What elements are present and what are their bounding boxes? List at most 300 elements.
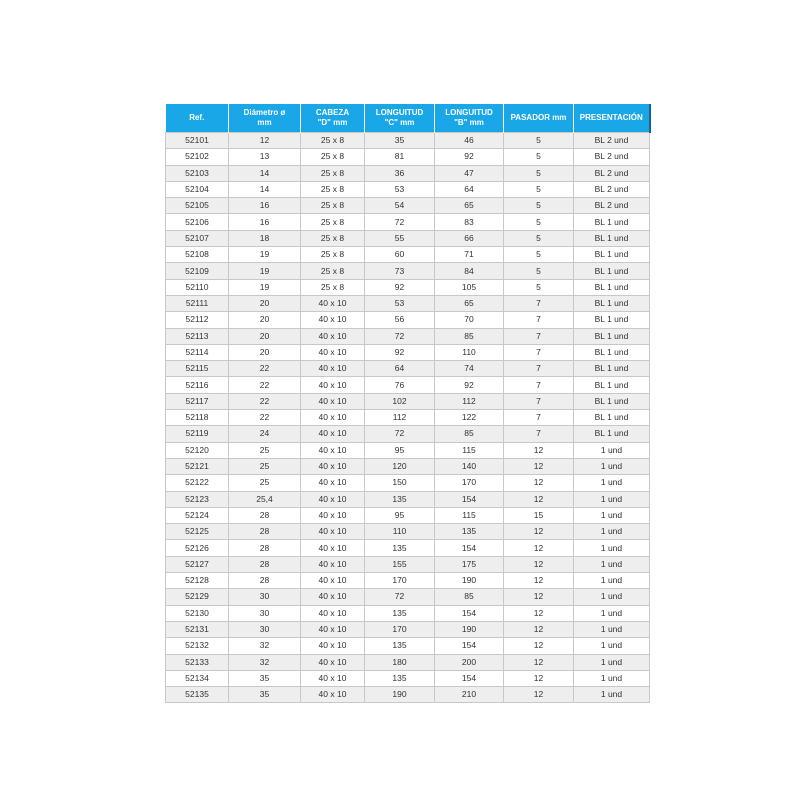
cell-longuitud-b: 115 <box>435 442 504 458</box>
cell-presentacion: 1 und <box>574 458 650 474</box>
header-longuitud-c-line2: "C" mm <box>384 118 415 127</box>
cell-diametro: 20 <box>229 312 301 328</box>
cell-pasador: 12 <box>504 442 574 458</box>
cell-ref: 52119 <box>166 426 229 442</box>
cell-diametro: 20 <box>229 328 301 344</box>
table-row <box>166 475 650 491</box>
cell-pasador: 12 <box>504 605 574 621</box>
cell-pasador: 12 <box>504 491 574 507</box>
cell-diametro: 14 <box>229 181 301 197</box>
header-pasador <box>504 104 574 133</box>
cell-cabeza: 40 x 10 <box>301 377 365 393</box>
cell-longuitud-b: 190 <box>435 573 504 589</box>
cell-cabeza: 40 x 10 <box>301 344 365 360</box>
header-presentacion <box>574 104 650 133</box>
cell-cabeza: 40 x 10 <box>301 654 365 670</box>
cell-longuitud-c: 81 <box>365 149 435 165</box>
cell-diametro: 13 <box>229 149 301 165</box>
cell-longuitud-c: 56 <box>365 312 435 328</box>
cell-ref: 52129 <box>166 589 229 605</box>
cell-pasador: 7 <box>504 426 574 442</box>
cell-pasador: 5 <box>504 214 574 230</box>
table-header <box>166 104 650 133</box>
cell-ref: 52125 <box>166 524 229 540</box>
cell-ref: 52116 <box>166 377 229 393</box>
cell-presentacion: 1 und <box>574 540 650 556</box>
table-row <box>166 621 650 637</box>
cell-ref: 52135 <box>166 687 229 703</box>
cell-longuitud-c: 170 <box>365 573 435 589</box>
cell-longuitud-c: 170 <box>365 621 435 637</box>
cell-longuitud-b: 46 <box>435 133 504 149</box>
cell-ref: 52107 <box>166 230 229 246</box>
cell-longuitud-c: 92 <box>365 279 435 295</box>
cell-cabeza: 40 x 10 <box>301 393 365 409</box>
cell-cabeza: 40 x 10 <box>301 556 365 572</box>
cell-longuitud-c: 110 <box>365 524 435 540</box>
cell-diametro: 28 <box>229 573 301 589</box>
header-longuitud-b <box>435 104 504 133</box>
header-presentacion-line1: PRESENTACIÓN <box>579 113 643 122</box>
cell-longuitud-b: 140 <box>435 458 504 474</box>
cell-longuitud-b: 175 <box>435 556 504 572</box>
cell-diametro: 22 <box>229 361 301 377</box>
cell-presentacion: 1 und <box>574 524 650 540</box>
cell-presentacion: BL 1 und <box>574 426 650 442</box>
cell-diametro: 35 <box>229 670 301 686</box>
cell-longuitud-b: 154 <box>435 670 504 686</box>
cell-pasador: 12 <box>504 654 574 670</box>
cell-longuitud-c: 135 <box>365 605 435 621</box>
table-row <box>166 442 650 458</box>
cell-presentacion: BL 2 und <box>574 149 650 165</box>
cell-ref: 52121 <box>166 458 229 474</box>
table-row <box>166 279 650 295</box>
cell-longuitud-b: 112 <box>435 393 504 409</box>
cell-pasador: 7 <box>504 410 574 426</box>
table-row <box>166 556 650 572</box>
cell-longuitud-c: 135 <box>365 540 435 556</box>
cell-diametro: 28 <box>229 507 301 523</box>
cell-diametro: 24 <box>229 426 301 442</box>
cell-longuitud-b: 85 <box>435 589 504 605</box>
cell-longuitud-b: 71 <box>435 247 504 263</box>
table-row <box>166 312 650 328</box>
cell-ref: 52102 <box>166 149 229 165</box>
cell-cabeza: 25 x 8 <box>301 247 365 263</box>
cell-longuitud-b: 64 <box>435 181 504 197</box>
table-row <box>166 410 650 426</box>
table-row <box>166 670 650 686</box>
cell-diametro: 22 <box>229 377 301 393</box>
cell-cabeza: 40 x 10 <box>301 328 365 344</box>
cell-diametro: 28 <box>229 540 301 556</box>
cell-pasador: 12 <box>504 524 574 540</box>
cell-presentacion: BL 1 und <box>574 247 650 263</box>
table-body <box>166 133 650 703</box>
table-row <box>166 638 650 654</box>
cell-ref: 52128 <box>166 573 229 589</box>
table-row <box>166 328 650 344</box>
table-row <box>166 507 650 523</box>
cell-presentacion: BL 2 und <box>574 165 650 181</box>
cell-pasador: 12 <box>504 687 574 703</box>
cell-presentacion: 1 und <box>574 442 650 458</box>
cell-cabeza: 40 x 10 <box>301 589 365 605</box>
cell-pasador: 12 <box>504 638 574 654</box>
cell-longuitud-b: 154 <box>435 540 504 556</box>
cell-ref: 52131 <box>166 621 229 637</box>
cell-longuitud-b: 122 <box>435 410 504 426</box>
cell-presentacion: 1 und <box>574 621 650 637</box>
cell-diametro: 25 <box>229 458 301 474</box>
cell-longuitud-b: 135 <box>435 524 504 540</box>
cell-pasador: 5 <box>504 247 574 263</box>
cell-longuitud-b: 200 <box>435 654 504 670</box>
table-row <box>166 573 650 589</box>
cell-diametro: 28 <box>229 556 301 572</box>
table-row <box>166 295 650 311</box>
cell-presentacion: BL 1 und <box>574 214 650 230</box>
cell-longuitud-c: 135 <box>365 638 435 654</box>
cell-cabeza: 40 x 10 <box>301 458 365 474</box>
cell-diametro: 25 <box>229 475 301 491</box>
cell-presentacion: 1 und <box>574 589 650 605</box>
cell-ref: 52126 <box>166 540 229 556</box>
cell-diametro: 16 <box>229 214 301 230</box>
cell-ref: 52134 <box>166 670 229 686</box>
cell-presentacion: BL 2 und <box>574 198 650 214</box>
cell-presentacion: BL 2 und <box>574 133 650 149</box>
cell-presentacion: 1 und <box>574 573 650 589</box>
cell-pasador: 12 <box>504 475 574 491</box>
cell-ref: 52101 <box>166 133 229 149</box>
cell-longuitud-c: 35 <box>365 133 435 149</box>
cell-cabeza: 25 x 8 <box>301 165 365 181</box>
cell-ref: 52104 <box>166 181 229 197</box>
cell-longuitud-b: 83 <box>435 214 504 230</box>
cell-diametro: 19 <box>229 247 301 263</box>
header-cabeza-line1: CABEZA <box>315 108 350 117</box>
cell-longuitud-c: 72 <box>365 426 435 442</box>
cell-presentacion: BL 1 und <box>574 295 650 311</box>
table-row <box>166 361 650 377</box>
cell-diametro: 32 <box>229 638 301 654</box>
cell-presentacion: 1 und <box>574 605 650 621</box>
cell-ref: 52108 <box>166 247 229 263</box>
cell-cabeza: 40 x 10 <box>301 442 365 458</box>
cell-diametro: 20 <box>229 344 301 360</box>
cell-longuitud-b: 70 <box>435 312 504 328</box>
cell-longuitud-b: 190 <box>435 621 504 637</box>
cell-ref: 52114 <box>166 344 229 360</box>
cell-ref: 52110 <box>166 279 229 295</box>
table-row <box>166 393 650 409</box>
cell-longuitud-b: 74 <box>435 361 504 377</box>
cell-diametro: 19 <box>229 263 301 279</box>
cell-diametro: 19 <box>229 279 301 295</box>
cell-diametro: 22 <box>229 393 301 409</box>
cell-pasador: 12 <box>504 621 574 637</box>
cell-ref: 52113 <box>166 328 229 344</box>
cell-diametro: 25,4 <box>229 491 301 507</box>
table-row <box>166 426 650 442</box>
cell-cabeza: 40 x 10 <box>301 410 365 426</box>
cell-longuitud-b: 92 <box>435 149 504 165</box>
cell-pasador: 12 <box>504 540 574 556</box>
cell-presentacion: BL 1 und <box>574 361 650 377</box>
cell-ref: 52111 <box>166 295 229 311</box>
cell-diametro: 16 <box>229 198 301 214</box>
header-diametro <box>229 104 301 133</box>
cell-longuitud-b: 84 <box>435 263 504 279</box>
cell-pasador: 5 <box>504 133 574 149</box>
cell-longuitud-b: 154 <box>435 605 504 621</box>
cell-ref: 52120 <box>166 442 229 458</box>
cell-ref: 52105 <box>166 198 229 214</box>
table-row <box>166 654 650 670</box>
cell-ref: 52106 <box>166 214 229 230</box>
cell-ref: 52117 <box>166 393 229 409</box>
table-row <box>166 181 650 197</box>
header-diametro-line1: Diámetro ø <box>243 108 286 117</box>
cell-pasador: 5 <box>504 165 574 181</box>
cell-presentacion: 1 und <box>574 507 650 523</box>
cell-cabeza: 40 x 10 <box>301 605 365 621</box>
cell-cabeza: 25 x 8 <box>301 198 365 214</box>
cell-pasador: 15 <box>504 507 574 523</box>
cell-cabeza: 40 x 10 <box>301 361 365 377</box>
cell-longuitud-b: 105 <box>435 279 504 295</box>
cell-cabeza: 40 x 10 <box>301 638 365 654</box>
header-ref-line1: Ref. <box>189 113 205 122</box>
cell-diametro: 30 <box>229 589 301 605</box>
cell-presentacion: BL 1 und <box>574 328 650 344</box>
cell-ref: 52132 <box>166 638 229 654</box>
cell-diametro: 28 <box>229 524 301 540</box>
cell-longuitud-b: 47 <box>435 165 504 181</box>
cell-longuitud-b: 154 <box>435 638 504 654</box>
header-pasador-line1: PASADOR mm <box>510 113 567 122</box>
cell-pasador: 7 <box>504 377 574 393</box>
cell-cabeza: 40 x 10 <box>301 524 365 540</box>
table-row <box>166 491 650 507</box>
cell-pasador: 7 <box>504 361 574 377</box>
cell-longuitud-c: 92 <box>365 344 435 360</box>
cell-pasador: 12 <box>504 556 574 572</box>
cell-cabeza: 40 x 10 <box>301 670 365 686</box>
cell-ref: 52115 <box>166 361 229 377</box>
table-row <box>166 458 650 474</box>
cell-longuitud-c: 112 <box>365 410 435 426</box>
cell-ref: 52123 <box>166 491 229 507</box>
cell-pasador: 5 <box>504 279 574 295</box>
cell-pasador: 5 <box>504 263 574 279</box>
cell-pasador: 7 <box>504 295 574 311</box>
cell-longuitud-c: 76 <box>365 377 435 393</box>
cell-pasador: 5 <box>504 198 574 214</box>
cell-cabeza: 40 x 10 <box>301 507 365 523</box>
header-diametro-line2: mm <box>257 118 272 127</box>
cell-presentacion: 1 und <box>574 654 650 670</box>
table-row <box>166 344 650 360</box>
table-row <box>166 198 650 214</box>
table-row <box>166 214 650 230</box>
cell-pasador: 5 <box>504 230 574 246</box>
header-row <box>166 104 650 133</box>
cell-longuitud-c: 155 <box>365 556 435 572</box>
cell-presentacion: BL 1 und <box>574 230 650 246</box>
cell-cabeza: 25 x 8 <box>301 149 365 165</box>
cell-longuitud-b: 85 <box>435 426 504 442</box>
cell-longuitud-b: 85 <box>435 328 504 344</box>
table-row <box>166 263 650 279</box>
cell-cabeza: 40 x 10 <box>301 573 365 589</box>
table-row <box>166 540 650 556</box>
table-row <box>166 165 650 181</box>
cell-pasador: 5 <box>504 181 574 197</box>
cell-cabeza: 25 x 8 <box>301 279 365 295</box>
cell-longuitud-c: 53 <box>365 181 435 197</box>
cell-longuitud-c: 53 <box>365 295 435 311</box>
cell-longuitud-c: 120 <box>365 458 435 474</box>
table-row <box>166 589 650 605</box>
cell-pasador: 7 <box>504 328 574 344</box>
table-row <box>166 524 650 540</box>
cell-longuitud-c: 73 <box>365 263 435 279</box>
cell-pasador: 12 <box>504 458 574 474</box>
cell-ref: 52122 <box>166 475 229 491</box>
cell-presentacion: BL 1 und <box>574 279 650 295</box>
cell-diametro: 32 <box>229 654 301 670</box>
cell-presentacion: 1 und <box>574 556 650 572</box>
cell-ref: 52112 <box>166 312 229 328</box>
cell-cabeza: 25 x 8 <box>301 263 365 279</box>
cell-pasador: 7 <box>504 312 574 328</box>
cell-longuitud-b: 66 <box>435 230 504 246</box>
cell-diametro: 30 <box>229 621 301 637</box>
cell-pasador: 7 <box>504 344 574 360</box>
cell-longuitud-c: 180 <box>365 654 435 670</box>
table-row <box>166 230 650 246</box>
product-spec-table <box>165 104 651 703</box>
cell-diametro: 30 <box>229 605 301 621</box>
header-longuitud-b-line1: LONGUITUD <box>445 108 493 117</box>
cell-longuitud-c: 102 <box>365 393 435 409</box>
header-ref <box>166 104 229 133</box>
cell-longuitud-b: 210 <box>435 687 504 703</box>
cell-longuitud-c: 55 <box>365 230 435 246</box>
cell-longuitud-c: 135 <box>365 491 435 507</box>
cell-pasador: 12 <box>504 589 574 605</box>
cell-longuitud-c: 190 <box>365 687 435 703</box>
cell-cabeza: 25 x 8 <box>301 133 365 149</box>
cell-pasador: 7 <box>504 393 574 409</box>
cell-cabeza: 40 x 10 <box>301 426 365 442</box>
cell-longuitud-b: 65 <box>435 198 504 214</box>
cell-presentacion: 1 und <box>574 638 650 654</box>
cell-ref: 52124 <box>166 507 229 523</box>
cell-diametro: 22 <box>229 410 301 426</box>
cell-presentacion: BL 2 und <box>574 181 650 197</box>
cell-longuitud-c: 135 <box>365 670 435 686</box>
cell-presentacion: BL 1 und <box>574 344 650 360</box>
cell-longuitud-c: 36 <box>365 165 435 181</box>
cell-longuitud-c: 64 <box>365 361 435 377</box>
cell-diametro: 18 <box>229 230 301 246</box>
cell-longuitud-b: 170 <box>435 475 504 491</box>
header-longuitud-c-line1: LONGUITUD <box>375 108 424 117</box>
product-table-container <box>165 104 649 703</box>
cell-diametro: 14 <box>229 165 301 181</box>
cell-cabeza: 25 x 8 <box>301 181 365 197</box>
cell-presentacion: BL 1 und <box>574 410 650 426</box>
cell-presentacion: BL 1 und <box>574 263 650 279</box>
cell-presentacion: BL 1 und <box>574 312 650 328</box>
cell-pasador: 12 <box>504 670 574 686</box>
cell-presentacion: 1 und <box>574 491 650 507</box>
header-longuitud-c <box>365 104 435 133</box>
cell-ref: 52133 <box>166 654 229 670</box>
cell-longuitud-c: 95 <box>365 442 435 458</box>
table-row <box>166 133 650 149</box>
cell-longuitud-b: 154 <box>435 491 504 507</box>
table-row <box>166 247 650 263</box>
cell-longuitud-c: 95 <box>365 507 435 523</box>
cell-presentacion: BL 1 und <box>574 393 650 409</box>
cell-diametro: 12 <box>229 133 301 149</box>
header-longuitud-b-line2: "B" mm <box>454 118 484 127</box>
cell-longuitud-c: 150 <box>365 475 435 491</box>
cell-cabeza: 40 x 10 <box>301 491 365 507</box>
cell-pasador: 12 <box>504 573 574 589</box>
table-row <box>166 377 650 393</box>
cell-longuitud-c: 54 <box>365 198 435 214</box>
cell-ref: 52103 <box>166 165 229 181</box>
cell-longuitud-b: 92 <box>435 377 504 393</box>
table-row <box>166 687 650 703</box>
cell-longuitud-c: 72 <box>365 589 435 605</box>
cell-ref: 52130 <box>166 605 229 621</box>
cell-longuitud-c: 72 <box>365 214 435 230</box>
cell-diametro: 35 <box>229 687 301 703</box>
cell-presentacion: 1 und <box>574 670 650 686</box>
cell-pasador: 5 <box>504 149 574 165</box>
cell-longuitud-b: 115 <box>435 507 504 523</box>
cell-diametro: 20 <box>229 295 301 311</box>
cell-ref: 52127 <box>166 556 229 572</box>
header-cabeza <box>301 104 365 133</box>
table-row <box>166 149 650 165</box>
cell-longuitud-c: 60 <box>365 247 435 263</box>
cell-cabeza: 40 x 10 <box>301 621 365 637</box>
cell-cabeza: 40 x 10 <box>301 475 365 491</box>
cell-presentacion: 1 und <box>574 475 650 491</box>
cell-presentacion: 1 und <box>574 687 650 703</box>
cell-cabeza: 25 x 8 <box>301 214 365 230</box>
cell-diametro: 25 <box>229 442 301 458</box>
cell-longuitud-c: 72 <box>365 328 435 344</box>
cell-cabeza: 40 x 10 <box>301 295 365 311</box>
cell-ref: 52109 <box>166 263 229 279</box>
cell-cabeza: 40 x 10 <box>301 687 365 703</box>
cell-presentacion: BL 1 und <box>574 377 650 393</box>
table-row <box>166 605 650 621</box>
cell-cabeza: 25 x 8 <box>301 230 365 246</box>
cell-longuitud-b: 110 <box>435 344 504 360</box>
cell-cabeza: 40 x 10 <box>301 540 365 556</box>
cell-cabeza: 40 x 10 <box>301 312 365 328</box>
